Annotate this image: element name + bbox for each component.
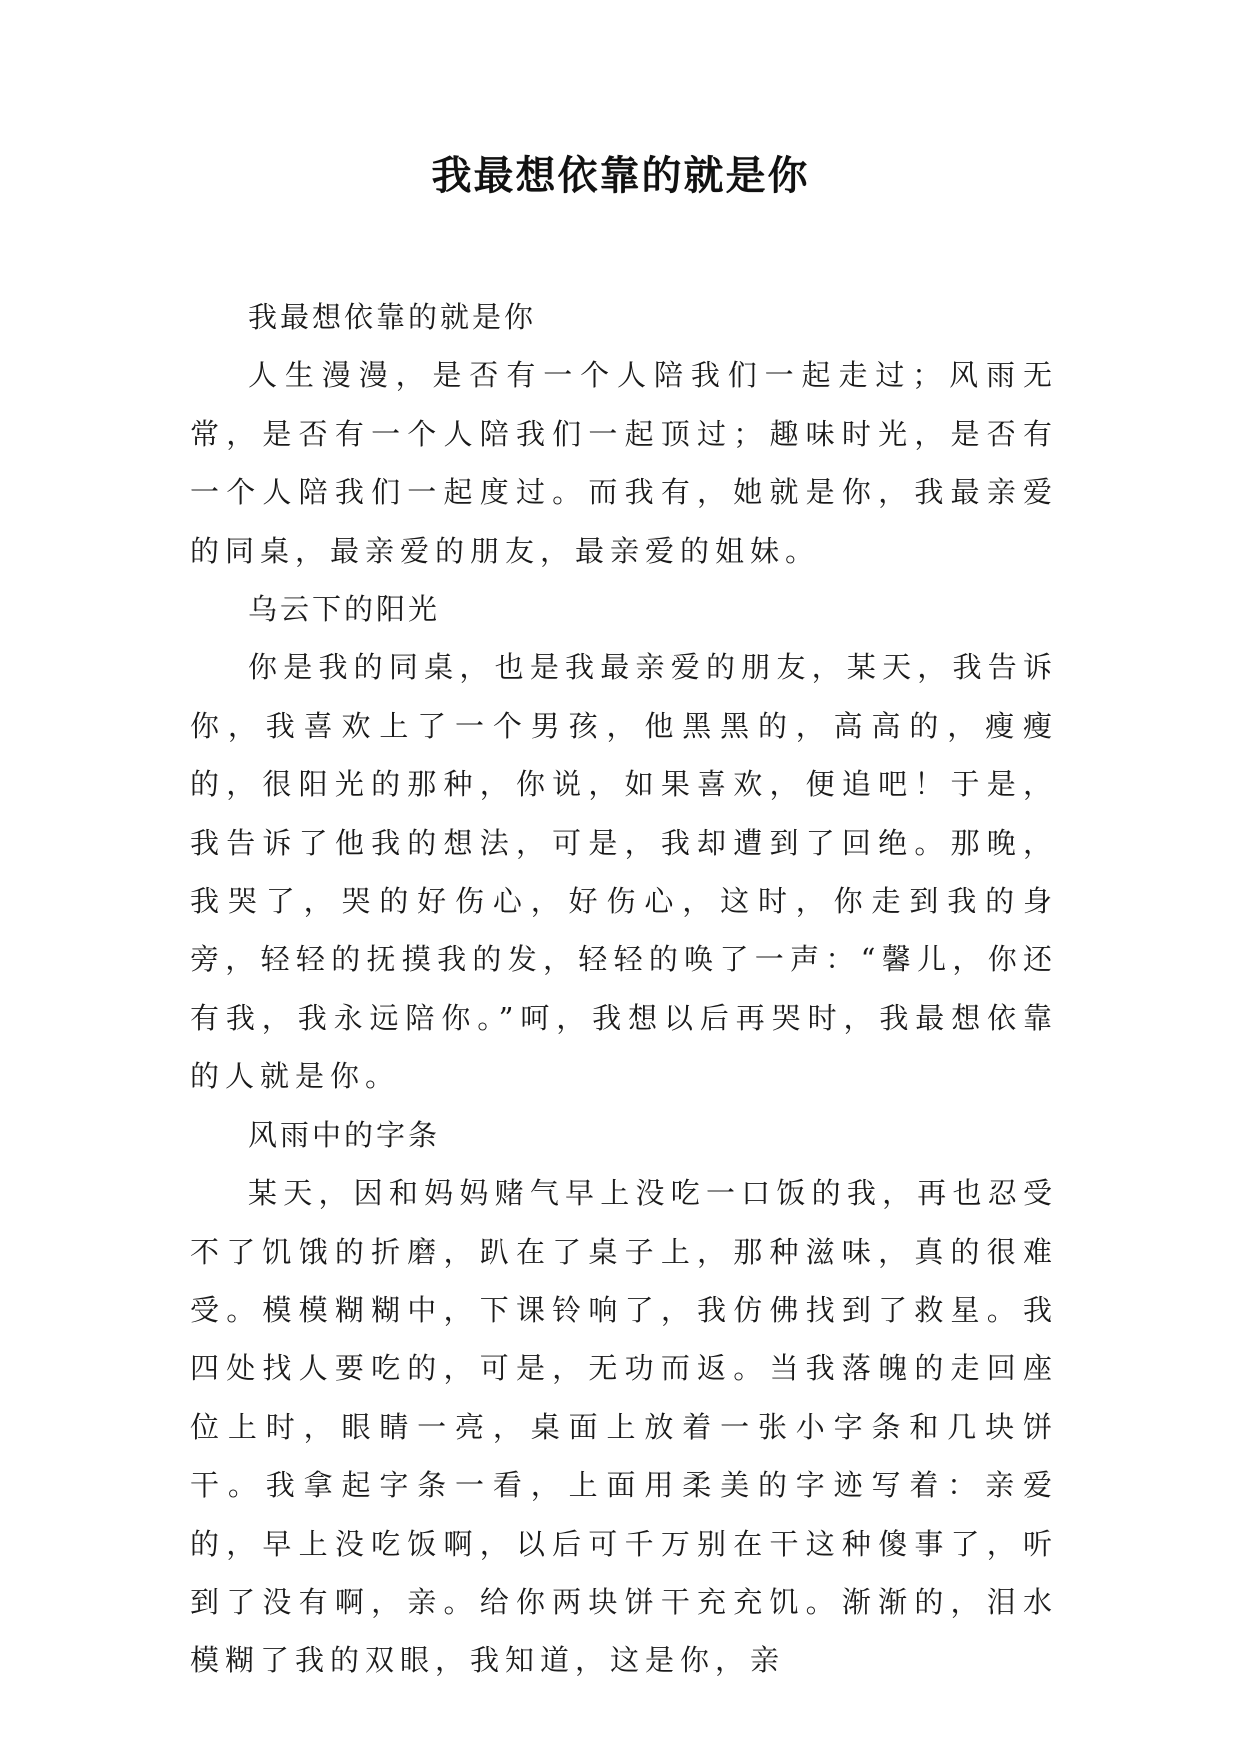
intro-heading: 我最想依靠的就是你 — [248, 300, 537, 334]
section-heading-sunshine: 乌云下的阳光 — [248, 592, 441, 627]
document-title: 我最想依靠的就是你 — [431, 152, 810, 199]
section-heading-note: 风雨中的字条 — [248, 1117, 441, 1152]
section-paragraph-sunshine: 你是我的同桌，也是我最亲爱的朋友，某天，我告诉你，我喜欢上了一个男孩，他黑黑的，高高的，瘦瘦的，很阳光的那种，你说，如果喜欢，便追吧！于是，我告诉了他我的想法，可是，我却遭到了回绝。那晚，我哭了，哭的好伤心，好伤心，这时，你走到我的身旁，轻轻的抚摸我的发，轻轻的唤了一声：“馨儿，你还有我，我永远陪你。”呵，我想以后再哭时，我最想依靠的人就是你。 — [190, 650, 1058, 1094]
section-paragraph-note: 某天，因和妈妈赌气早上没吃一口饭的我，再也忍受不了饥饿的折磨，趴在了桌子上，那种滋味，真的很难受。模模糊糊中，下课铃响了，我仿佛找到了救星。我四处找人要吃的，可是，无功而返。当我落魄的走回座位上时，眼睛一亮，桌面上放着一张小字条和几块饼干。我拿起字条一看，上面用柔美的字迹写着：亲爱的，早上没吃饭啊，以后可千万别在干这种傻事了，听到了没有啊，亲。给你两块饼干充充饥。渐渐的，泪水模糊了我的双眼，我知道，这是你，亲 — [190, 1176, 1058, 1678]
intro-paragraph: 人生漫漫，是否有一个人陪我们一起走过；风雨无常，是否有一个人陪我们一起顶过；趣味时光，是否有一个人陪我们一起度过。而我有，她就是你，我最亲爱的同桌，最亲爱的朋友，最亲爱的姐妹。 — [190, 358, 1058, 568]
document-body — [190, 288, 1058, 1690]
